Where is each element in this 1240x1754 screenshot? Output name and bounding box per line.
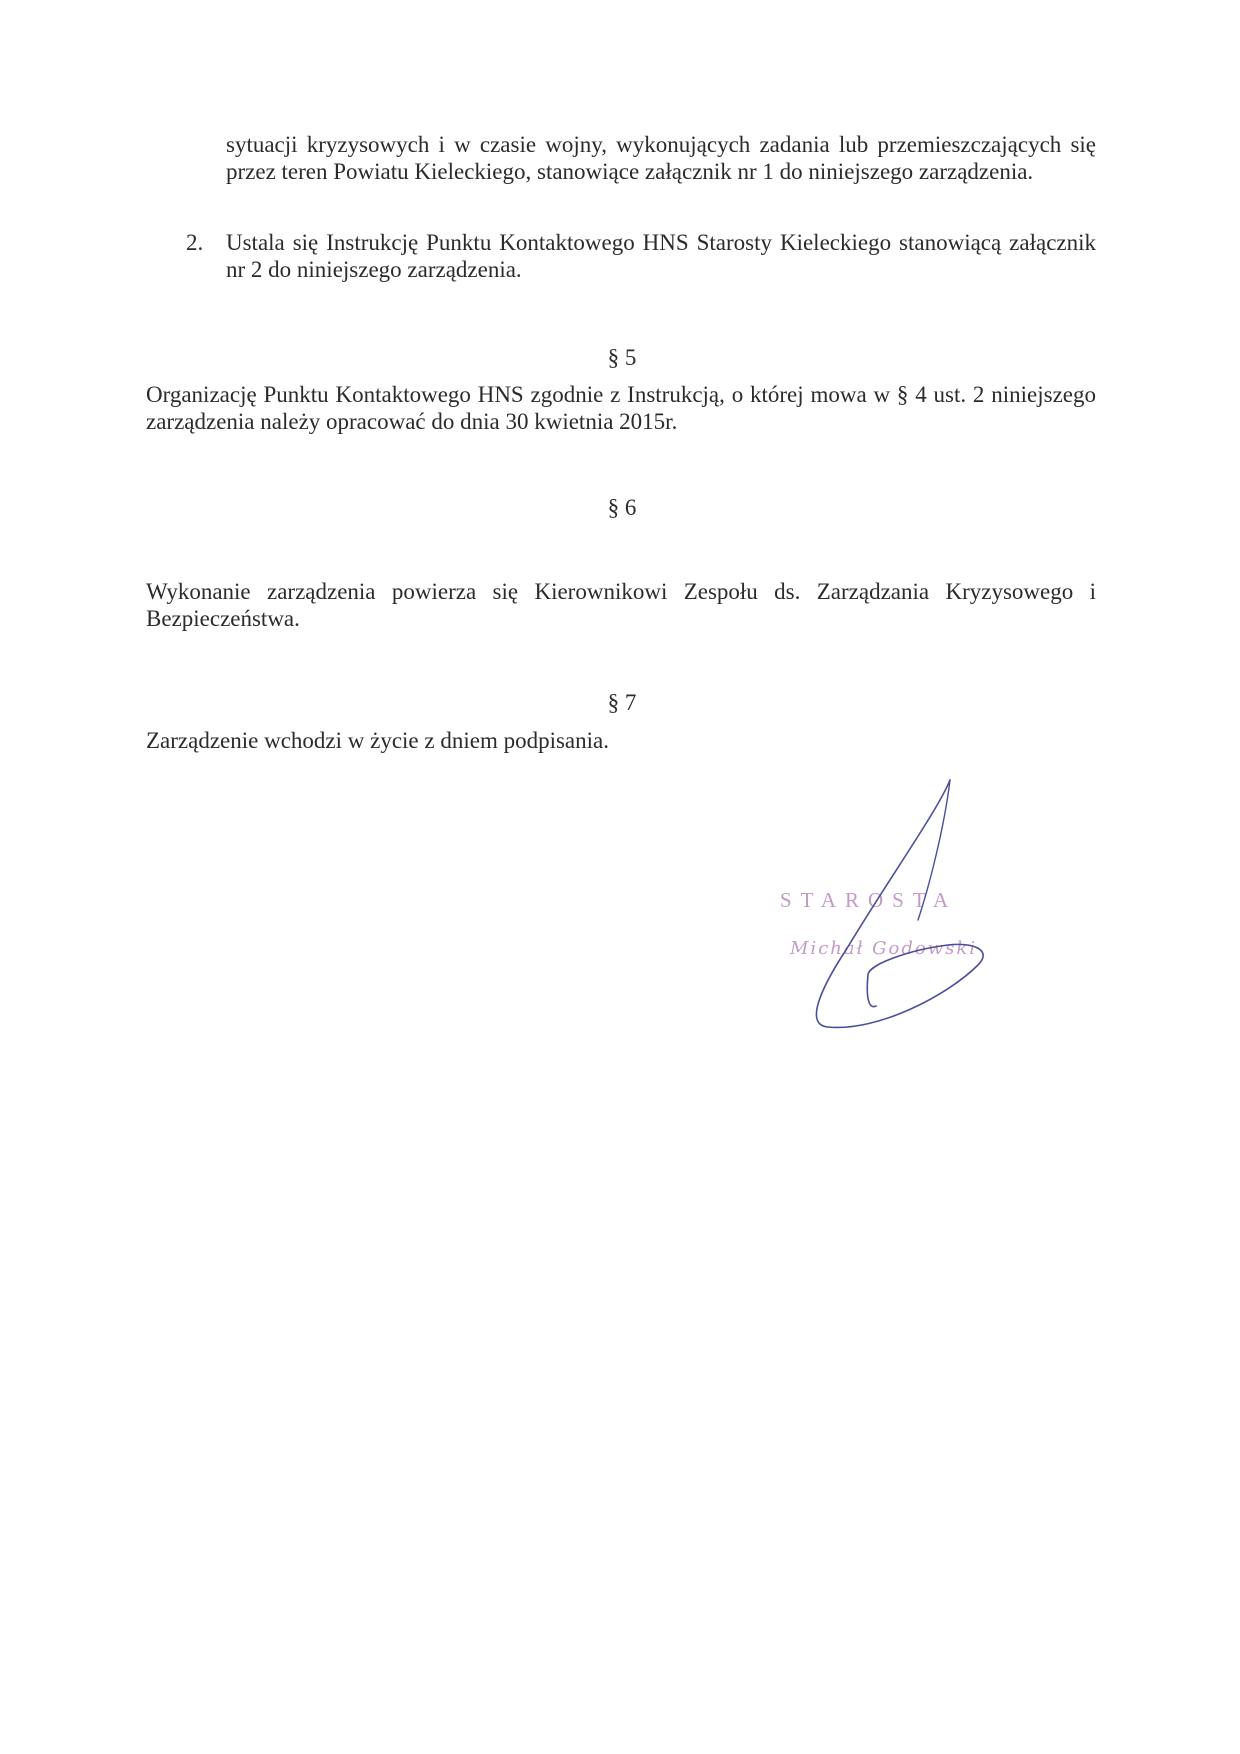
handwritten-signature <box>768 770 1008 1040</box>
section-7-text: Zarządzenie wchodzi w życie z dniem podpisania. <box>146 728 609 753</box>
stamp-name: Michał Godowski <box>790 938 978 959</box>
section-5-heading: § 5 <box>607 345 637 370</box>
stamp-title: STAROSTA <box>780 888 958 912</box>
section-7-heading: § 7 <box>607 690 637 715</box>
list-item-2-number: 2. <box>186 230 204 255</box>
section-6-heading: § 6 <box>607 495 637 520</box>
list-item-1-continuation: sytuacji kryzysowych i w czasie wojny, wykonujących zadania lub przemieszczających się przez teren Powiatu Kieleckiego, stanowiące załącznik nr 1 do niniejszego zarządzenia. <box>226 132 1096 184</box>
section-5-text: Organizację Punktu Kontaktowego HNS zgodnie z Instrukcją, o której mowa w § 4 ust. 2 niniejszego zarządzenia należy opracować do dnia 30 kwietnia 2015r. <box>146 382 1096 434</box>
starosta-stamp <box>768 770 1008 1040</box>
section-6-text: Wykonanie zarządzenia powierza się Kierownikowi Zespołu ds. Zarządzania Kryzysowego i Bezpieczeństwa. <box>146 579 1096 631</box>
list-item-2-text: Ustala się Instrukcję Punktu Kontaktowego HNS Starosty Kieleckiego stanowiącą załącznik nr 2 do niniejszego zarządzenia. <box>226 230 1096 282</box>
